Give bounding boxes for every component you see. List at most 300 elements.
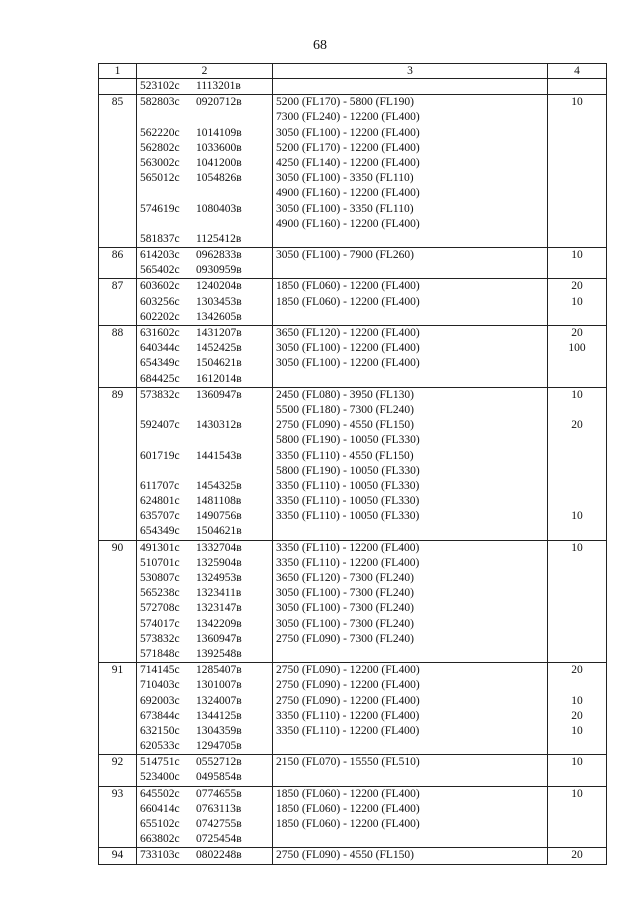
altitude-range: 3350 (FL110) - 4550 (FL150) — [276, 449, 414, 462]
longitude: 1285407в — [196, 664, 242, 677]
limit-value — [551, 232, 603, 247]
airspace-table — [98, 63, 607, 865]
latitude: 645502с — [140, 787, 180, 800]
limit-value: 10 — [571, 510, 583, 523]
limit-value — [551, 601, 603, 616]
longitude: 1360947в — [196, 388, 242, 401]
latitude: 562802с — [140, 141, 180, 154]
coordinate-line — [140, 326, 269, 341]
longitude: 0495854в — [196, 771, 242, 784]
coordinate-line — [140, 479, 269, 494]
longitude: 1240204в — [196, 280, 242, 293]
altitude-range: 3350 (FL110) - 12200 (FL400) — [276, 541, 420, 554]
longitude: 1392548в — [196, 647, 242, 660]
limit-value — [551, 79, 603, 94]
altitude-range: 2450 (FL080) - 3950 (FL130) — [276, 388, 414, 401]
coordinates-cell — [137, 95, 273, 248]
limit-value — [551, 217, 603, 232]
coordinate-line — [140, 601, 269, 616]
longitude: 1504621в — [196, 525, 242, 538]
coordinates-cell — [137, 387, 273, 540]
latitude: 530807с — [140, 572, 180, 584]
longitude: 1033600в — [196, 141, 242, 154]
latitude: 640344с — [140, 342, 180, 355]
longitude: 1360947в — [196, 632, 242, 645]
latitude: 592407с — [140, 419, 180, 432]
limit-value — [551, 647, 603, 662]
coordinate-line — [140, 186, 269, 201]
altitude-range: 5500 (FL180) - 7300 (FL240) — [276, 403, 414, 416]
altitude-range: 2750 (FL090) - 12200 (FL400) — [276, 664, 420, 677]
limit-value — [551, 556, 603, 571]
limit-value — [551, 449, 603, 464]
longitude: 1342209в — [196, 617, 242, 630]
longitude: 1325904в — [196, 556, 242, 569]
longitude: 1332704в — [196, 541, 242, 554]
longitude: 1324007в — [196, 694, 242, 707]
limit-value: 10 — [571, 249, 583, 262]
latitude: 523102с — [140, 80, 180, 92]
coordinates-cell — [137, 326, 273, 388]
limit-value — [551, 571, 603, 586]
longitude: 1301007в — [196, 679, 242, 692]
table-row — [99, 540, 607, 663]
altitude-cell — [273, 540, 548, 663]
altitude-range: 2750 (FL090) - 4550 (FL150) — [276, 849, 414, 862]
limit-value: 10 — [571, 541, 583, 554]
coordinate-line — [140, 110, 269, 125]
limit-value — [551, 202, 603, 217]
limit-value: 10 — [571, 787, 583, 800]
latitude: 635707с — [140, 510, 180, 523]
coordinate-line — [140, 524, 269, 539]
latitude: 624801с — [140, 495, 180, 508]
altitude-range: 3050 (FL100) - 7300 (FL240) — [276, 602, 414, 615]
longitude: 0763113в — [196, 802, 242, 815]
table-row — [99, 387, 607, 540]
longitude: 0920712в — [196, 96, 242, 109]
coordinate-line — [140, 79, 269, 94]
table-row — [99, 248, 607, 279]
latitude: 581837с — [140, 232, 180, 245]
longitude: 1441543в — [196, 449, 242, 462]
limit-value — [551, 186, 603, 201]
limit-value: 10 — [571, 694, 583, 707]
limit-value: 20 — [571, 419, 583, 432]
column-header: 1 — [99, 64, 137, 79]
coordinate-line — [140, 171, 269, 186]
latitude: 663802с — [140, 833, 180, 846]
limit-value — [551, 770, 603, 785]
coordinate-line — [140, 403, 269, 418]
limit-value — [551, 802, 603, 817]
longitude: 1342605в — [196, 310, 242, 323]
latitude: 582803с — [140, 96, 180, 109]
latitude: 573832с — [140, 388, 180, 401]
limit-value — [551, 356, 603, 371]
longitude: 1452425в — [196, 342, 242, 355]
coordinate-line — [140, 141, 269, 156]
altitude-range: 3050 (FL100) - 7300 (FL240) — [276, 587, 414, 600]
coordinate-line — [140, 126, 269, 141]
altitude-range: 2150 (FL070) - 15550 (FL510) — [276, 756, 420, 769]
longitude: 0802248в — [196, 849, 242, 862]
coordinates-cell — [137, 755, 273, 786]
latitude: 601719с — [140, 449, 180, 462]
limit-value — [551, 494, 603, 509]
limit-value — [551, 126, 603, 141]
entry-number: 88 — [99, 326, 137, 388]
longitude: 1454325в — [196, 479, 242, 492]
longitude: 1303453в — [196, 295, 242, 308]
altitude-range: 3050 (FL100) - 3350 (FL110) — [276, 202, 414, 215]
longitude: 1294705в — [196, 740, 242, 753]
limit-value — [551, 617, 603, 632]
value-cell — [548, 755, 607, 786]
coordinate-line — [140, 832, 269, 847]
altitude-range: 3050 (FL100) - 12200 (FL400) — [276, 342, 420, 355]
coordinate-line — [140, 372, 269, 387]
latitude: 565012с — [140, 172, 180, 185]
latitude: 602202с — [140, 310, 180, 323]
altitude-range: 4900 (FL160) - 12200 (FL400) — [276, 217, 420, 230]
altitude-range: 1850 (FL060) - 12200 (FL400) — [276, 802, 420, 815]
limit-value: 10 — [571, 756, 583, 769]
coordinate-line — [140, 418, 269, 433]
longitude: 1430312в — [196, 419, 242, 432]
longitude: 0725454в — [196, 833, 242, 846]
latitude: 563002с — [140, 156, 180, 169]
entry-number — [99, 79, 137, 95]
latitude: 654349с — [140, 357, 180, 370]
altitude-range: 3350 (FL110) - 12200 (FL400) — [276, 709, 420, 722]
altitude-range — [276, 524, 544, 539]
column-header: 4 — [548, 64, 607, 79]
altitude-range: 1850 (FL060) - 12200 (FL400) — [276, 818, 420, 830]
longitude: 1612014в — [196, 372, 242, 385]
coordinate-line — [140, 433, 269, 448]
entry-number: 91 — [99, 663, 137, 755]
longitude: 1504621в — [196, 357, 242, 370]
altitude-range: 2750 (FL090) - 12200 (FL400) — [276, 694, 420, 707]
coordinate-line — [140, 709, 269, 724]
altitude-range: 3350 (FL110) - 12200 (FL400) — [276, 724, 420, 737]
limit-value — [551, 372, 603, 387]
coordinate-line — [140, 647, 269, 662]
entry-number: 89 — [99, 387, 137, 540]
altitude-cell — [273, 279, 548, 326]
limit-value — [551, 403, 603, 418]
value-cell — [548, 79, 607, 95]
altitude-range — [276, 232, 544, 247]
coordinates-cell — [137, 279, 273, 326]
altitude-range: 5200 (FL170) - 12200 (FL400) — [276, 141, 420, 154]
limit-value — [551, 832, 603, 847]
longitude: 1080403в — [196, 202, 242, 215]
latitude: 571848с — [140, 647, 180, 660]
limit-value: 20 — [571, 849, 583, 862]
coordinates-cell — [137, 786, 273, 848]
latitude: 654349с — [140, 525, 180, 538]
limit-value — [551, 586, 603, 601]
longitude: 1014109в — [196, 126, 242, 139]
entry-number: 93 — [99, 786, 137, 848]
entry-number: 87 — [99, 279, 137, 326]
latitude: 574619с — [140, 202, 180, 215]
limit-value — [551, 678, 603, 693]
altitude-cell — [273, 387, 548, 540]
coordinate-line — [140, 802, 269, 817]
altitude-range: 4250 (FL140) - 12200 (FL400) — [276, 156, 420, 169]
latitude: 510701с — [140, 556, 180, 569]
altitude-cell — [273, 248, 548, 279]
longitude: 1304359в — [196, 724, 242, 737]
longitude: 0774655в — [196, 787, 242, 800]
latitude: 631602с — [140, 327, 180, 339]
altitude-range: 1850 (FL060) - 12200 (FL400) — [276, 787, 420, 800]
latitude: 614203с — [140, 249, 180, 262]
latitude: 565238с — [140, 587, 180, 600]
coordinate-line — [140, 848, 269, 863]
coordinate-line — [140, 217, 269, 232]
limit-value — [551, 263, 603, 278]
limit-value: 100 — [568, 342, 586, 355]
limit-value — [551, 110, 603, 125]
coordinate-line — [140, 449, 269, 464]
longitude: 1324953в — [196, 572, 242, 584]
longitude: 1041200в — [196, 156, 242, 169]
value-cell — [548, 387, 607, 540]
coordinates-cell — [137, 663, 273, 755]
limit-value: 10 — [571, 724, 583, 737]
limit-value — [551, 632, 603, 647]
altitude-range: 3350 (FL110) - 10050 (FL330) — [276, 510, 420, 523]
latitude: 603256с — [140, 295, 180, 308]
altitude-range: 3050 (FL100) - 12200 (FL400) — [276, 126, 420, 139]
longitude: 1344125в — [196, 709, 242, 722]
limit-value — [551, 156, 603, 171]
limit-value — [551, 171, 603, 186]
coordinate-line — [140, 739, 269, 754]
table-row — [99, 79, 607, 95]
limit-value: 20 — [571, 709, 583, 722]
coordinates-cell — [137, 848, 273, 864]
limit-value — [551, 141, 603, 156]
altitude-range: 1850 (FL060) - 12200 (FL400) — [276, 280, 420, 293]
latitude: 573832с — [140, 632, 180, 645]
coordinates-cell — [137, 540, 273, 663]
column-header: 2 — [137, 64, 273, 79]
coordinate-line — [140, 494, 269, 509]
latitude: 572708с — [140, 602, 180, 615]
altitude-range: 3650 (FL120) - 7300 (FL240) — [276, 572, 414, 584]
altitude-range: 3650 (FL120) - 12200 (FL400) — [276, 327, 420, 339]
coordinate-line — [140, 95, 269, 110]
altitude-range: 3050 (FL100) - 7300 (FL240) — [276, 617, 414, 630]
limit-value: 10 — [571, 388, 583, 401]
coordinate-line — [140, 678, 269, 693]
altitude-range — [276, 79, 544, 94]
coordinate-line — [140, 755, 269, 770]
longitude: 1054826в — [196, 172, 242, 185]
altitude-cell — [273, 755, 548, 786]
latitude: 574017с — [140, 617, 180, 630]
entry-number: 85 — [99, 95, 137, 248]
table-header-row — [99, 64, 607, 79]
limit-value — [551, 433, 603, 448]
altitude-range: 1850 (FL060) - 12200 (FL400) — [276, 295, 420, 308]
altitude-cell — [273, 95, 548, 248]
latitude: 632150с — [140, 724, 180, 737]
table-row — [99, 326, 607, 388]
coordinate-line — [140, 817, 269, 832]
latitude: 523400с — [140, 771, 180, 784]
coordinates-cell — [137, 79, 273, 95]
longitude: 1113201в — [196, 80, 241, 92]
coordinate-line — [140, 724, 269, 739]
coordinate-line — [140, 694, 269, 709]
value-cell — [548, 848, 607, 864]
altitude-range — [276, 372, 544, 387]
coordinate-line — [140, 248, 269, 263]
altitude-range: 3050 (FL100) - 3350 (FL110) — [276, 172, 414, 185]
latitude: 692003с — [140, 694, 180, 707]
limit-value — [551, 739, 603, 754]
coordinate-line — [140, 464, 269, 479]
coordinate-line — [140, 556, 269, 571]
coordinate-line — [140, 663, 269, 678]
latitude: 660414с — [140, 802, 180, 815]
table-row — [99, 663, 607, 755]
longitude: 1431207в — [196, 327, 242, 339]
coordinate-line — [140, 787, 269, 802]
latitude: 673844с — [140, 709, 180, 722]
altitude-range — [276, 647, 544, 662]
altitude-cell — [273, 848, 548, 864]
limit-value: 20 — [571, 664, 583, 677]
value-cell — [548, 786, 607, 848]
altitude-range — [276, 770, 544, 785]
coordinate-line — [140, 263, 269, 278]
altitude-cell — [273, 786, 548, 848]
limit-value — [551, 524, 603, 539]
altitude-range: 5200 (FL170) - 5800 (FL190) — [276, 96, 414, 109]
entry-number: 86 — [99, 248, 137, 279]
longitude: 1490756в — [196, 510, 242, 523]
altitude-range: 5800 (FL190) - 10050 (FL330) — [276, 434, 420, 447]
coordinate-line — [140, 571, 269, 586]
limit-value — [551, 464, 603, 479]
coordinate-line — [140, 586, 269, 601]
longitude: 0930959в — [196, 264, 242, 277]
limit-value: 10 — [571, 295, 583, 308]
altitude-range: 3350 (FL110) - 10050 (FL330) — [276, 479, 420, 492]
altitude-range: 5800 (FL190) - 10050 (FL330) — [276, 464, 420, 477]
coordinate-line — [140, 356, 269, 371]
coordinate-line — [140, 770, 269, 785]
value-cell — [548, 95, 607, 248]
altitude-range: 3050 (FL100) - 12200 (FL400) — [276, 357, 420, 370]
altitude-range — [276, 832, 544, 847]
altitude-range: 3350 (FL110) - 10050 (FL330) — [276, 495, 420, 508]
limit-value: 10 — [571, 96, 583, 109]
longitude: 0552712в — [196, 756, 242, 769]
coordinate-line — [140, 509, 269, 524]
coordinate-line — [140, 279, 269, 294]
altitude-range: 2750 (FL090) - 4550 (FL150) — [276, 419, 414, 432]
table-row — [99, 95, 607, 248]
limit-value — [551, 817, 603, 832]
coordinate-line — [140, 388, 269, 403]
entry-number: 90 — [99, 540, 137, 663]
longitude: 1323147в — [196, 602, 242, 615]
coordinate-line — [140, 295, 269, 310]
coordinate-line — [140, 541, 269, 556]
altitude-range — [276, 739, 544, 754]
table-row — [99, 848, 607, 864]
latitude: 562220с — [140, 126, 180, 139]
entry-number: 92 — [99, 755, 137, 786]
entry-number: 94 — [99, 848, 137, 864]
table-row — [99, 786, 607, 848]
latitude: 714145с — [140, 664, 180, 677]
altitude-cell — [273, 326, 548, 388]
latitude: 611707с — [140, 479, 180, 492]
latitude: 603602с — [140, 280, 180, 293]
coordinate-line — [140, 632, 269, 647]
altitude-cell — [273, 79, 548, 95]
value-cell — [548, 279, 607, 326]
coordinate-line — [140, 232, 269, 247]
altitude-range: 4900 (FL160) - 12200 (FL400) — [276, 187, 420, 200]
coordinate-line — [140, 617, 269, 632]
limit-value: 20 — [571, 327, 583, 339]
altitude-range — [276, 310, 544, 325]
coordinate-line — [140, 341, 269, 356]
value-cell — [548, 248, 607, 279]
limit-value — [551, 310, 603, 325]
value-cell — [548, 540, 607, 663]
latitude: 710403с — [140, 679, 180, 692]
table-row — [99, 279, 607, 326]
latitude: 733103с — [140, 849, 180, 862]
coordinate-line — [140, 310, 269, 325]
latitude: 514751с — [140, 756, 180, 769]
altitude-cell — [273, 663, 548, 755]
latitude: 620533с — [140, 740, 180, 753]
table-row — [99, 755, 607, 786]
column-header: 3 — [273, 64, 548, 79]
page-number: 68 — [313, 38, 327, 53]
longitude: 1125412в — [196, 232, 242, 245]
altitude-range: 3350 (FL110) - 12200 (FL400) — [276, 556, 420, 569]
coordinate-line — [140, 202, 269, 217]
altitude-range: 3050 (FL100) - 7900 (FL260) — [276, 249, 414, 262]
latitude: 655102с — [140, 818, 180, 830]
longitude: 1481108в — [196, 495, 242, 508]
coordinates-cell — [137, 248, 273, 279]
altitude-range: 2750 (FL090) - 7300 (FL240) — [276, 632, 414, 645]
latitude: 684425с — [140, 372, 180, 385]
coordinate-line — [140, 156, 269, 171]
longitude: 1323411в — [196, 587, 242, 600]
longitude: 0742755в — [196, 818, 242, 830]
value-cell — [548, 663, 607, 755]
altitude-range: 2750 (FL090) - 12200 (FL400) — [276, 679, 420, 692]
altitude-range — [276, 263, 544, 278]
value-cell — [548, 326, 607, 388]
limit-value — [551, 479, 603, 494]
